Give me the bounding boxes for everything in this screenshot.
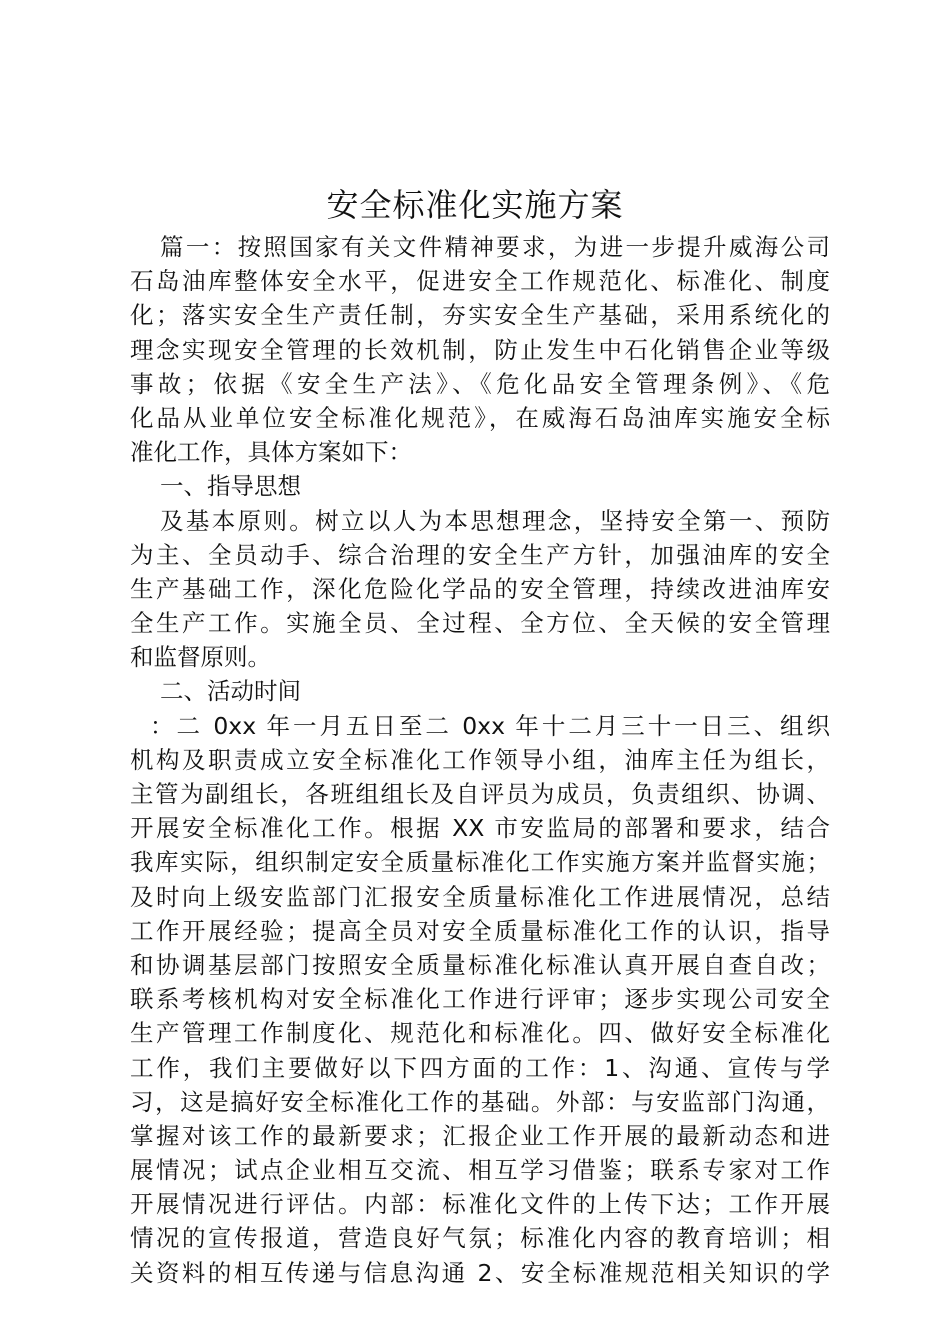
paragraph-line-16: 机构及职责成立安全标准化工作领导小组，油库主任为组长， (130, 745, 830, 774)
section-heading-guiding-ideology: 一、指导思想 (160, 472, 301, 501)
document-body (130, 230, 830, 1290)
paragraph-line-25: 工作，我们主要做好以下四方面的工作：1、沟通、宣传与学 (130, 1053, 830, 1082)
paragraph-line-20: 及时向上级安监部门汇报安全质量标准化工作进展情况，总结 (130, 882, 830, 911)
paragraph-line-11: 生产基础工作，深化危险化学品的安全管理，持续改进油库安 (130, 574, 830, 603)
paragraph-line-30: 情况的宣传报道，营造良好气氛；标准化内容的教育培训；相 (130, 1224, 830, 1253)
paragraph-line-22: 和协调基层部门按照安全质量标准化标准认真开展自查自改； (130, 950, 830, 979)
paragraph-line-24: 生产管理工作制度化、规范化和标准化。四、做好安全标准化 (130, 1019, 830, 1048)
paragraph-line-7: 准化工作，具体方案如下： (130, 438, 412, 467)
paragraph-line-26: 习，这是搞好安全标准化工作的基础。外部：与安监部门沟通， (130, 1087, 830, 1116)
paragraph-line-18: 开展安全标准化工作。根据 XX 市安监局的部署和要求，结合 (130, 814, 830, 843)
paragraph-line-3: 化；落实安全生产责任制，夯实安全生产基础，采用系统化的 (130, 301, 830, 330)
paragraph-line-28: 展情况；试点企业相互交流、相互学习借鉴；联系专家对工作 (130, 1156, 830, 1185)
paragraph-line-13: 和监督原则。 (130, 643, 271, 672)
paragraph-line-10: 为主、全员动手、综合治理的安全生产方针，加强油库的安全 (130, 540, 830, 569)
paragraph-line-19: 我库实际，组织制定安全质量标准化工作实施方案并监督实施； (130, 848, 830, 877)
paragraph-line-15: ：二 0xx 年一月五日至二 0xx 年十二月三十一日三、组织 (150, 711, 830, 740)
paragraph-line-12: 全生产工作。实施全员、全过程、全方位、全天候的安全管理 (130, 609, 830, 638)
paragraph-line-27: 掌握对该工作的最新要求；汇报企业工作开展的最新动态和进 (130, 1121, 830, 1150)
paragraph-line-23: 联系考核机构对安全标准化工作进行评审；逐步实现公司安全 (130, 985, 830, 1014)
paragraph-line-31: 关资料的相互传递与信息沟通 2、安全标准规范相关知识的学 (130, 1258, 830, 1287)
paragraph-line-6: 化品从业单位安全标准化规范》，在威海石岛油库实施安全标 (130, 403, 830, 432)
paragraph-line-9: 及基本原则。树立以人为本思想理念，坚持安全第一、预防 (160, 506, 830, 535)
paragraph-line-2: 石岛油库整体安全水平，促进安全工作规范化、标准化、制度 (130, 267, 830, 296)
paragraph-line-21: 工作开展经验；提高全员对安全质量标准化工作的认识，指导 (130, 916, 830, 945)
paragraph-line-1: 篇一：按照国家有关文件精神要求，为进一步提升威海公司 (160, 233, 830, 261)
paragraph-line-5: 事故；依据《安全生产法》、《危化品安全管理条例》、《危 (130, 369, 830, 398)
paragraph-line-29: 开展情况进行评估。内部：标准化文件的上传下达；工作开展 (130, 1190, 830, 1219)
paragraph-line-17: 主管为副组长，各班组组长及自评员为成员，负责组织、协调、 (130, 780, 830, 808)
section-heading-activity-time: 二、活动时间 (160, 677, 301, 706)
paragraph-line-4: 理念实现安全管理的长效机制，防止发生中石化销售企业等级 (130, 335, 830, 364)
document-title: 安全标准化实施方案 (326, 186, 624, 224)
